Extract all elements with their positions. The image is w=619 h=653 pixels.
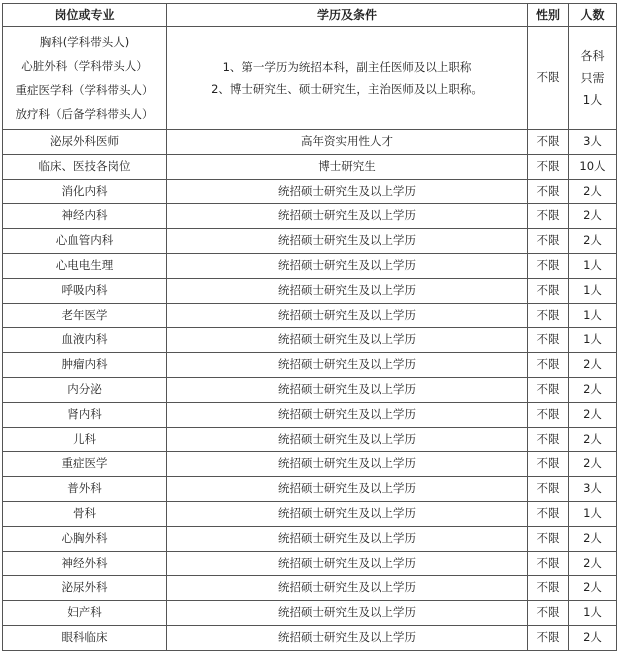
position-cell: 老年医学 [3, 303, 167, 328]
leader-position: 心脏外科（学科带头人） [21, 59, 148, 73]
count-cell: 2人 [569, 229, 617, 254]
position-cell: 心血管内科 [3, 229, 167, 254]
position-cell: 内分泌 [3, 377, 167, 402]
position-cell: 心电电生理 [3, 253, 167, 278]
leader-positions-cell [3, 27, 167, 130]
position-cell: 肿瘤内科 [3, 353, 167, 378]
position-cell: 泌尿外科 [3, 576, 167, 601]
position-cell: 心胸外科 [3, 526, 167, 551]
position-cell: 妇产科 [3, 601, 167, 626]
table-row [3, 625, 617, 650]
gender-cell: 不限 [528, 353, 569, 378]
requirement-cell: 统招硕士研究生及以上学历 [167, 328, 528, 353]
table-row [3, 303, 617, 328]
requirement-cell: 统招硕士研究生及以上学历 [167, 278, 528, 303]
table-row [3, 253, 617, 278]
table-row [3, 526, 617, 551]
leader-count-line: 1人 [582, 93, 603, 107]
count-cell: 2人 [569, 452, 617, 477]
requirement-cell: 统招硕士研究生及以上学历 [167, 526, 528, 551]
requirement-cell: 统招硕士研究生及以上学历 [167, 253, 528, 278]
count-cell: 2人 [569, 526, 617, 551]
position-cell: 临床、医技各岗位 [3, 154, 167, 179]
requirement-cell: 统招硕士研究生及以上学历 [167, 402, 528, 427]
table-row [3, 402, 617, 427]
requirement-cell: 统招硕士研究生及以上学历 [167, 477, 528, 502]
leader-position: 放疗科（后备学科带头人） [15, 107, 154, 121]
count-cell: 2人 [569, 625, 617, 650]
table-row [3, 353, 617, 378]
table-row [3, 278, 617, 303]
requirement-cell: 博士研究生 [167, 154, 528, 179]
position-cell: 泌尿外科医师 [3, 130, 167, 155]
recruitment-table [2, 3, 617, 651]
header-row [3, 4, 617, 27]
leader-position: 重症医学科（学科带头人） [15, 83, 154, 97]
gender-cell: 不限 [528, 278, 569, 303]
gender-cell: 不限 [528, 229, 569, 254]
count-cell: 10人 [569, 154, 617, 179]
leader-requirement: 1、第一学历为统招本科，副主任医师及以上职称 [222, 60, 472, 74]
position-cell: 骨科 [3, 501, 167, 526]
count-cell: 2人 [569, 179, 617, 204]
gender-cell: 不限 [528, 526, 569, 551]
gender-cell: 不限 [528, 328, 569, 353]
leader-position: 胸科(学科带头人) [39, 35, 130, 49]
count-cell: 1人 [569, 303, 617, 328]
table-row [3, 130, 617, 155]
position-cell: 神经内科 [3, 204, 167, 229]
table-row [3, 427, 617, 452]
gender-cell: 不限 [528, 452, 569, 477]
count-cell: 2人 [569, 576, 617, 601]
gender-cell: 不限 [528, 204, 569, 229]
requirement-cell: 统招硕士研究生及以上学历 [167, 179, 528, 204]
requirement-cell: 统招硕士研究生及以上学历 [167, 427, 528, 452]
requirement-cell: 统招硕士研究生及以上学历 [167, 303, 528, 328]
table-row [3, 601, 617, 626]
table-row [3, 551, 617, 576]
position-cell: 眼科临床 [3, 625, 167, 650]
requirement-cell: 统招硕士研究生及以上学历 [167, 204, 528, 229]
requirement-cell: 统招硕士研究生及以上学历 [167, 551, 528, 576]
gender-cell: 不限 [528, 477, 569, 502]
count-cell: 3人 [569, 477, 617, 502]
leader-count-cell [569, 27, 617, 130]
header-position: 岗位或专业 [3, 4, 167, 27]
leader-requirements-cell [167, 27, 528, 130]
position-cell: 血液内科 [3, 328, 167, 353]
table-row [3, 501, 617, 526]
gender-cell: 不限 [528, 130, 569, 155]
position-cell: 重症医学 [3, 452, 167, 477]
position-cell: 肾内科 [3, 402, 167, 427]
gender-cell: 不限 [528, 625, 569, 650]
gender-cell: 不限 [528, 551, 569, 576]
position-cell: 呼吸内科 [3, 278, 167, 303]
header-count: 人数 [569, 4, 617, 27]
requirement-cell: 统招硕士研究生及以上学历 [167, 501, 528, 526]
count-cell: 2人 [569, 551, 617, 576]
gender-cell: 不限 [528, 501, 569, 526]
table-row [3, 452, 617, 477]
table-row [3, 328, 617, 353]
leader-count-line: 只需 [580, 71, 605, 85]
table-row-leaders [3, 27, 617, 130]
count-cell: 2人 [569, 402, 617, 427]
requirement-cell: 统招硕士研究生及以上学历 [167, 229, 528, 254]
table-row [3, 204, 617, 229]
position-cell: 神经外科 [3, 551, 167, 576]
count-cell: 2人 [569, 427, 617, 452]
table-row [3, 477, 617, 502]
position-cell: 消化内科 [3, 179, 167, 204]
table-row [3, 377, 617, 402]
gender-cell: 不限 [528, 402, 569, 427]
count-cell: 1人 [569, 278, 617, 303]
requirement-cell: 统招硕士研究生及以上学历 [167, 576, 528, 601]
count-cell: 2人 [569, 377, 617, 402]
requirement-cell: 统招硕士研究生及以上学历 [167, 452, 528, 477]
header-requirement: 学历及条件 [167, 4, 528, 27]
requirement-cell: 统招硕士研究生及以上学历 [167, 377, 528, 402]
leader-gender-cell: 不限 [528, 27, 569, 130]
count-cell: 1人 [569, 253, 617, 278]
gender-cell: 不限 [528, 154, 569, 179]
header-gender: 性别 [528, 4, 569, 27]
table-row [3, 576, 617, 601]
position-cell: 普外科 [3, 477, 167, 502]
count-cell: 2人 [569, 204, 617, 229]
gender-cell: 不限 [528, 576, 569, 601]
position-cell: 儿科 [3, 427, 167, 452]
gender-cell: 不限 [528, 377, 569, 402]
requirement-cell: 高年资实用性人才 [167, 130, 528, 155]
count-cell: 3人 [569, 130, 617, 155]
gender-cell: 不限 [528, 303, 569, 328]
requirement-cell: 统招硕士研究生及以上学历 [167, 601, 528, 626]
leader-requirement: 2、博士研究生、硕士研究生，主治医师及以上职称。 [211, 82, 483, 96]
leader-count-line: 各科 [580, 49, 605, 63]
table-row [3, 154, 617, 179]
count-cell: 1人 [569, 328, 617, 353]
table-row [3, 229, 617, 254]
count-cell: 1人 [569, 501, 617, 526]
requirement-cell: 统招硕士研究生及以上学历 [167, 625, 528, 650]
gender-cell: 不限 [528, 253, 569, 278]
gender-cell: 不限 [528, 427, 569, 452]
count-cell: 2人 [569, 353, 617, 378]
gender-cell: 不限 [528, 601, 569, 626]
gender-cell: 不限 [528, 179, 569, 204]
requirement-cell: 统招硕士研究生及以上学历 [167, 353, 528, 378]
table-row [3, 179, 617, 204]
count-cell: 1人 [569, 601, 617, 626]
